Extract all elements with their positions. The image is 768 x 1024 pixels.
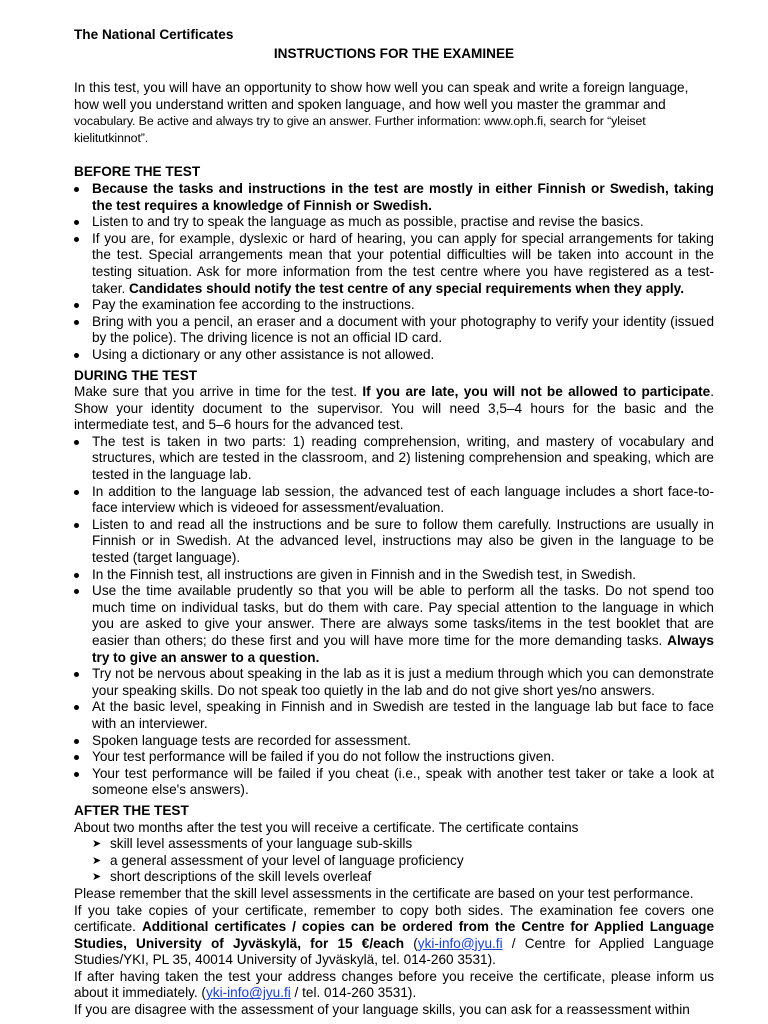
list-item: At the basic level, speaking in Finnish and in Swedish are tested in the language lab but face to face with an interviewer. (74, 699, 714, 732)
before-list (74, 181, 714, 364)
after-paragraph: About two months after the test you will receive a certificate. The certificate contains (74, 819, 579, 835)
copies-paragraph: If you take copies of your certificate, remember to copy both sides. The examination fee covers one certificate. Additional certificates / copies can be ordered from the Centre for Applied Language Studies, University of Jyväskylä, for 15 €/each (yki-info@jyu.fi / Centre for Applied Language Studies/YKI, PL 35, 40014 University of Jyväskylä, tel. 014-260 3531). (74, 902, 714, 968)
bullet-icon (74, 353, 79, 358)
bullet-icon (74, 772, 79, 777)
intro-line: how well you understand written and spoken language, and how well you master the grammar and (74, 96, 666, 112)
arrow-bullet-icon: ➤ (92, 854, 102, 867)
bullet-icon (74, 490, 79, 495)
list-item: Using a dictionary or any other assistance is not allowed. (74, 347, 714, 364)
intro-paragraph (74, 80, 714, 146)
list-item: Because the tasks and instructions in the test are mostly in either Finnish or Swedish, taking the test requires a knowledge of Finnish or Swedish. (74, 181, 714, 214)
bullet-icon (74, 523, 79, 528)
list-item: ➤ skill level assessments of your language sub-skills (92, 836, 413, 852)
during-paragraph: Make sure that you arrive in time for the test. If you are late, you will not be allowed to participate. Show your identity document to the supervisor. You will need 3,5–4 hours for the basic and the intermediate test, and 5–6 hours for the advanced test. (74, 384, 714, 433)
list-item: Listen to and read all the instructions and be sure to follow them carefully. Instructions are usually in Finnish or in Swedish. At the advanced level, instructions may also be given in the language to be tested (target language). (74, 517, 714, 567)
list-item: Bring with you a pencil, an eraser and a document with your photography to verify your identity (issued by the police). The driving licence is not an official ID card. (74, 314, 714, 347)
arrow-bullet-icon: ➤ (92, 871, 102, 884)
list-item: Spoken language tests are recorded for assessment. (74, 733, 714, 750)
list-item: Pay the examination fee according to the instructions. (74, 297, 714, 314)
certificate-contents-list (74, 836, 714, 886)
list-item: Try not be nervous about speaking in the lab as it is just a medium through which you can demonstrate your speaking skills. Do not speak too quietly in the lab and do not give short yes/no answers. (74, 666, 714, 699)
email-link[interactable]: yki-info@jyu.fi (417, 935, 503, 951)
document-page (74, 26, 714, 1019)
reassessment-paragraph: If you are disagree with the assessment of your language skills, you can ask for a reassessment within (74, 1002, 690, 1018)
email-link[interactable]: yki-info@jyu.fi (205, 985, 291, 1001)
bullet-icon (74, 672, 79, 677)
list-item: If you are, for example, dyslexic or hard of hearing, you can apply for special arrangements for taking the test. Special arrangements mean that your potential difficulties will be taken into account in the testing situation. Ask for more information from the test centre where you have registered as a test-taker. Candidates should notify the test centre of any special requirements when they apply. (74, 231, 714, 297)
org-header: The National Certificates (74, 27, 234, 42)
intro-line: vocabulary. Be active and always try to give an answer. Further information: www.oph.fi, search for “yleiset (74, 114, 646, 129)
bullet-icon (74, 589, 79, 594)
bullet-icon (74, 220, 79, 225)
list-item: Your test performance will be failed if you do not follow the instructions given. (74, 749, 714, 766)
list-item: In the Finnish test, all instructions are given in Finnish and in the Swedish test, in Swedish. (74, 567, 714, 584)
intro-line: In this test, you will have an opportunity to show how well you can speak and write a foreign language, (74, 80, 689, 95)
bullet-icon (74, 705, 79, 710)
arrow-bullet-icon: ➤ (92, 838, 102, 851)
bullet-icon (74, 237, 79, 242)
bullet-icon (74, 187, 79, 192)
list-item: The test is taken in two parts: 1) reading comprehension, writing, and mastery of vocabulary and structures, which are tested in the classroom, and 2) listening comprehension and speaking, which are tested in the language lab. (74, 434, 714, 484)
section-heading-after: AFTER THE TEST (74, 802, 189, 818)
list-item: In addition to the language lab session, the advanced test of each language includes a short face-to-face interview which is videoed for assessment/evaluation. (74, 484, 714, 517)
bullet-icon (74, 573, 79, 578)
after-paragraph: Please remember that the skill level assessments in the certificate are based on your test performance. (74, 885, 694, 901)
section-heading-during: DURING THE TEST (74, 367, 198, 383)
section-heading-before: BEFORE THE TEST (74, 164, 201, 180)
address-change-paragraph: If after having taken the test your address changes before you receive the certificate, please inform us about it immediately. (yki-info@jyu.fi / tel. 014-260 3531). (74, 968, 714, 1001)
bullet-icon (74, 440, 79, 445)
page-title: INSTRUCTIONS FOR THE EXAMINEE (273, 46, 515, 61)
list-item: Use the time available prudently so that you will be able to perform all the tasks. Do not spend too much time on individual tasks, but do them with care. Pay special attention to the language in which you are asked to give your answer. There are always some tasks/items in the test booklet that are easier than others; do these first and you will have more time for the more demanding tasks. Always try to give an answer to a question. (74, 583, 714, 666)
list-item: ➤ a general assessment of your level of language proficiency (92, 852, 464, 868)
during-list (74, 434, 714, 799)
intro-line: kielitutkinnot”. (74, 130, 149, 145)
bullet-icon (74, 320, 79, 325)
bullet-icon (74, 303, 79, 308)
list-item: Your test performance will be failed if you cheat (i.e., speak with another test taker or take a look at someone else's answers). (74, 766, 714, 799)
bullet-icon (74, 755, 79, 760)
list-item: ➤ short descriptions of the skill levels overleaf (92, 869, 372, 885)
bullet-icon (74, 739, 79, 744)
list-item: Listen to and try to speak the language as much as possible, practise and revise the basics. (74, 214, 714, 231)
